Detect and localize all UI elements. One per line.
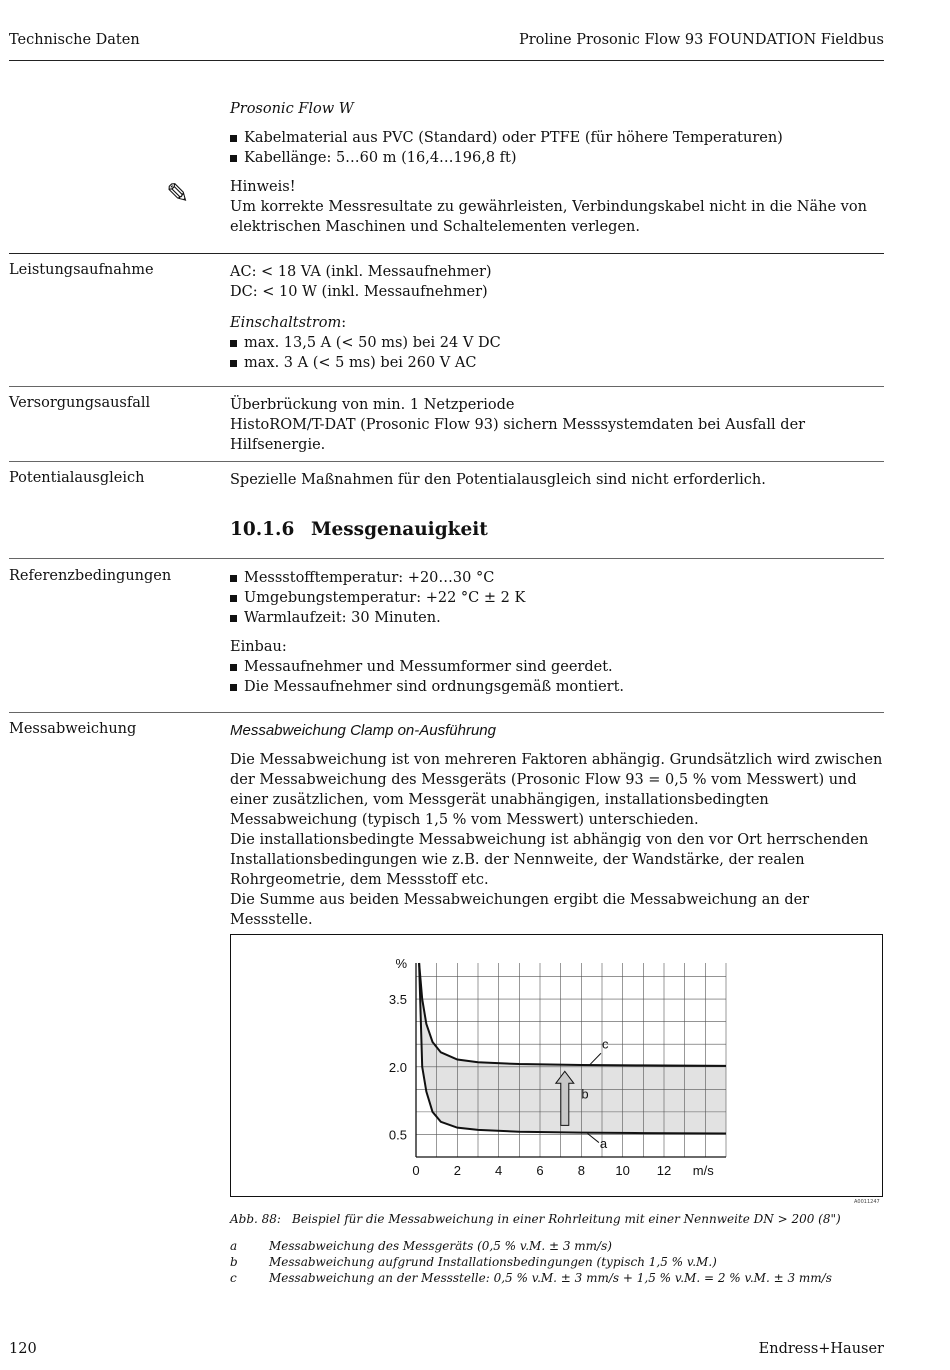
cable-block (230, 99, 885, 237)
legend-key: b (230, 1255, 238, 1269)
list-item: Warmlaufzeit: 30 Minuten. (230, 608, 885, 628)
error-block (230, 721, 885, 930)
legend-row-b (230, 1254, 832, 1270)
error-title: Messabweichung Clamp on-Ausführung (230, 722, 496, 739)
install-title: Einbau: (230, 639, 287, 655)
series-line-c (419, 963, 726, 1066)
x-tick-label: 12 (656, 1163, 672, 1178)
caption-number: Abb. 88: (230, 1212, 281, 1226)
list-item: max. 3 A (< 5 ms) bei 260 V AC (230, 353, 885, 373)
shaded-band-b (419, 963, 726, 1134)
section-heading (230, 519, 488, 540)
equipotential-label: Potentialausgleich (9, 470, 145, 486)
figure-id: A0011247 (854, 1199, 880, 1205)
legend-text: Messabweichung des Messgeräts (0,5 % v.M. ± 3 mm/s) (269, 1239, 612, 1253)
section-rule (9, 712, 884, 713)
power-ac: AC: < 18 VA (inkl. Messaufnehmer) (230, 264, 492, 280)
equipotential-text: Spezielle Maßnahmen für den Potentialausgleich sind nicht erforderlich. (230, 472, 766, 488)
inrush-title: Einschaltstrom (230, 315, 342, 331)
failure-label: Versorgungsausfall (9, 395, 151, 411)
figure-frame (230, 934, 883, 1197)
legend-text: Messabweichung an der Messstelle: 0,5 % v.M. ± 3 mm/s + 1,5 % v.M. = 2 % v.M. ± 3 mm/s (269, 1271, 832, 1285)
band-layer (419, 963, 726, 1134)
legend-row-a (230, 1238, 832, 1254)
legend-key: c (230, 1271, 237, 1285)
header-section-title: Technische Daten (9, 32, 140, 48)
error-para2: Die installationsbedingte Messabweichung ist abhängig von den vor Ort herrschenden Installationsbedingungen wie z.B. der Nennweite, der Wandstärke, der realen Rohrgeometrie, dem Messstoff etc. (230, 832, 869, 888)
inrush-colon: : (341, 315, 347, 331)
section-number: 10.1.6 (230, 519, 295, 540)
power-label: Leistungsaufnahme (9, 262, 154, 278)
x-tick-label: 10 (615, 1163, 630, 1178)
y-tick-label: 3.5 (388, 992, 407, 1008)
list-item: Kabelmaterial aus PVC (Standard) oder PTFE (für höhere Temperaturen) (230, 128, 885, 148)
error-para3: Die Summe aus beiden Messabweichungen ergibt die Messabweichung an der Messstelle. (230, 892, 810, 928)
caption-text: Beispiel für die Messabweichung in einer Rohrleitung mit einer Nennweite DN > 200 (8") (292, 1212, 841, 1226)
list-item: Kabellänge: 5…60 m (16,4…196,8 ft) (230, 148, 885, 168)
power-block (230, 262, 885, 373)
list-item: max. 13,5 A (< 50 ms) bei 24 V DC (230, 333, 885, 353)
list-item: Messstofftemperatur: +20…30 °C (230, 568, 885, 588)
x-tick-label: 4 (495, 1163, 503, 1178)
cable-list (230, 128, 885, 168)
failure-line1: Überbrückung von min. 1 Netzperiode (230, 397, 515, 413)
leader-c (590, 1053, 601, 1065)
y-tick-label: 0.5 (388, 1127, 407, 1143)
list-item: Die Messaufnehmer sind ordnungsgemäß montiert. (230, 677, 885, 697)
section-rule (9, 461, 884, 462)
figure-caption (230, 1212, 841, 1226)
legend-row-c (230, 1270, 832, 1286)
list-item: Messaufnehmer und Messumformer sind geerdet. (230, 657, 885, 677)
error-label: Messabweichung (9, 721, 137, 737)
x-tick-label: 8 (577, 1163, 585, 1178)
leader-a (588, 1134, 599, 1143)
section-rule (9, 386, 884, 387)
x-tick-label: 2 (453, 1163, 461, 1178)
x-axis-label: m/s (692, 1163, 714, 1178)
annotation-a: a (599, 1135, 608, 1151)
figure-legend (230, 1238, 832, 1286)
failure-block (230, 395, 885, 455)
y-axis-label: % (395, 956, 407, 971)
reference-list (230, 568, 885, 628)
x-tick-label: 6 (536, 1163, 544, 1178)
reference-label: Referenzbedingungen (9, 568, 172, 584)
error-para1: Die Messabweichung ist von mehreren Faktoren abhängig. Grundsätzlich wird zwischen der Messabweichung des Messgeräts (Prosonic Flow 93 = 0,5 % vom Messwert) und einer zusätzlichen, vom Messgerät unabhängigen, installationsbedingten Messabweichung (typisch 1,5 % vom Messwert) unterschieden. (230, 752, 883, 828)
legend-text: Messabweichung aufgrund Installationsbedingungen (typisch 1,5 % v.M.) (269, 1255, 717, 1269)
section-rule (9, 558, 884, 559)
annotation-c: c (602, 1036, 609, 1052)
pencil-icon: ✎ (166, 177, 190, 210)
legend-key: a (230, 1239, 238, 1253)
footer-brand: Endress+Hauser (758, 1341, 884, 1357)
header-rule (9, 60, 884, 61)
section-title: Messgenauigkeit (311, 519, 488, 540)
note-title: Hinweis! (230, 179, 296, 195)
y-tick-label: 2.0 (388, 1059, 407, 1075)
inrush-list (230, 333, 885, 373)
power-dc: DC: < 10 W (inkl. Messaufnehmer) (230, 284, 488, 300)
section-rule (9, 253, 884, 254)
reference-block (230, 568, 885, 697)
install-list (230, 657, 885, 697)
note-text: Um korrekte Messresultate zu gewährleisten, Verbindungskabel nicht in die Nähe von elektrischen Maschinen und Schaltelementen verlegen. (230, 199, 867, 235)
header-document-title: Proline Prosonic Flow 93 FOUNDATION Fieldbus (518, 32, 884, 48)
list-item: Umgebungstemperatur: +22 °C ± 2 K (230, 588, 885, 608)
cable-subtitle: Prosonic Flow W (230, 101, 354, 117)
x-tick-label: 0 (412, 1163, 420, 1178)
accuracy-chart (231, 935, 882, 1196)
failure-line2: HistoROM/T-DAT (Prosonic Flow 93) sichern Messsystemdaten bei Ausfall der Hilfsenergie. (230, 417, 806, 453)
annotation-b: b (581, 1086, 589, 1102)
page-number: 120 (9, 1341, 37, 1357)
